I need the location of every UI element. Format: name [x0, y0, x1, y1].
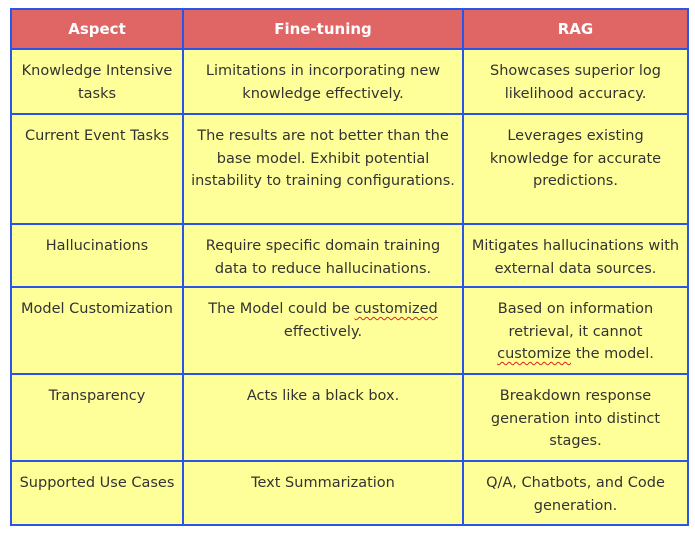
rag-cell: Mitigates hallucinations with external data sources. — [463, 224, 688, 287]
fine-tuning-cell: Limitations in incorporating new knowledge effectively. — [183, 49, 463, 114]
text-segment: effectively. — [283, 323, 363, 340]
text-segment: Based on information retrieval, it cannot — [497, 301, 654, 340]
spellcheck-flagged-word[interactable]: customize — [497, 346, 572, 362]
text-segment: The Model could be — [208, 301, 355, 317]
header-row — [11, 9, 688, 49]
rag-cell — [463, 287, 688, 374]
table-row — [11, 114, 688, 224]
fine-tuning-cell: Acts like a black box. — [183, 374, 463, 461]
rag-cell: Q/A, Chatbots, and Code generation. — [463, 461, 688, 525]
rag-cell: Leverages existing knowledge for accurate predictions. — [463, 114, 688, 224]
table-row — [11, 224, 688, 287]
aspect-cell: Model Customization — [11, 287, 183, 374]
table-row — [11, 49, 688, 114]
table-row — [11, 287, 688, 374]
fine-tuning-cell: Text Summarization — [183, 461, 463, 525]
rag-cell: Showcases superior log likelihood accuracy. — [463, 49, 688, 114]
aspect-cell: Supported Use Cases — [11, 461, 183, 525]
aspect-cell: Hallucinations — [11, 224, 183, 287]
table-row — [11, 461, 688, 525]
header-aspect: Aspect — [11, 9, 183, 49]
fine-tuning-cell: Require specific domain training data to reduce hallucinations. — [183, 224, 463, 287]
fine-tuning-cell: The results are not better than the base model. Exhibit potential instability to training configurations. — [183, 114, 463, 224]
header-rag: RAG — [463, 9, 688, 49]
aspect-cell: Current Event Tasks — [11, 114, 183, 224]
table-row — [11, 374, 688, 461]
fine-tuning-cell — [183, 287, 463, 374]
aspect-cell: Knowledge Intensive tasks — [11, 49, 183, 114]
rag-cell: Breakdown response generation into distinct stages. — [463, 374, 688, 461]
aspect-cell: Transparency — [11, 374, 183, 461]
header-fine-tuning: Fine-tuning — [183, 9, 463, 49]
spellcheck-flagged-word[interactable]: customized — [354, 301, 438, 317]
comparison-table — [10, 8, 689, 526]
text-segment: the model. — [571, 346, 654, 362]
